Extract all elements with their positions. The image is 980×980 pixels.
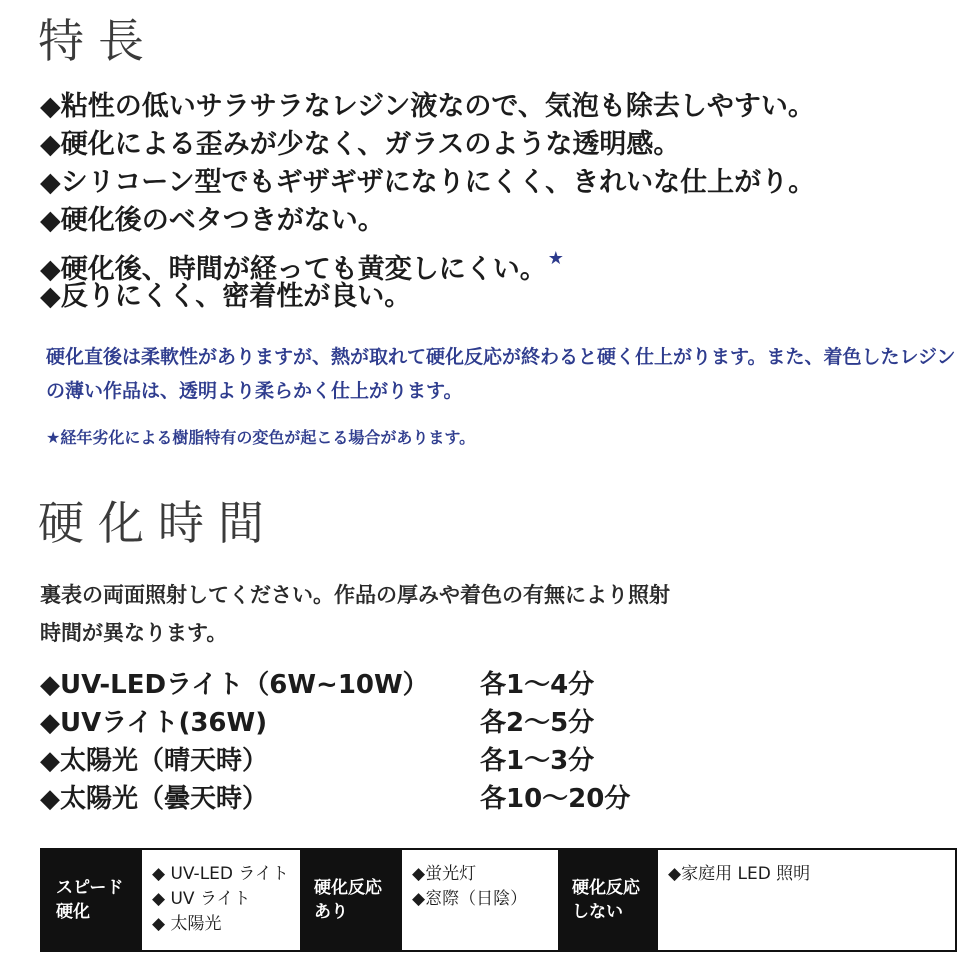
legend-item: ◆ UV-LED ライト [152,864,289,884]
feature-text: 硬化による歪みが少なく、ガラスのような透明感。 [60,129,681,160]
feature-item [40,202,815,240]
legend-item: ◆窓際（日陰） [412,889,528,909]
curing-row [40,780,630,818]
no-reaction-items [658,850,955,950]
star-icon: ★ [547,248,564,269]
legend-label-line: しない [572,902,623,922]
feature-text: ◆ [40,129,61,160]
feature-text: 反りにくく、密着性が良い。 [60,281,412,312]
feature-text: ◆ [40,205,61,236]
curing-intro-line: 時間が異なります。 [40,621,228,645]
curing-intro [40,576,900,652]
feature-text: ◆ [40,254,61,285]
curing-row [40,704,630,742]
legend-label-line: 硬化反応 [572,878,640,898]
legend-item: ◆家庭用 LED 照明 [668,864,811,884]
feature-item [40,126,815,164]
curing-duration: 各1～3分 [480,746,595,776]
curing-light-source: ◆UV-LEDライト（6W~10W） [40,670,429,700]
curing-row [40,742,630,780]
features-list [40,88,815,316]
curing-legend-table [40,848,957,952]
feature-item [40,164,815,202]
feature-text: 硬化後、時間が経っても黄変しにくい。 [60,254,547,285]
feature-item [40,240,815,285]
feature-text: 粘性の低いサラサラなレジン液なので、気泡も除去しやすい。 [60,91,815,122]
curing-times [40,666,630,818]
legend-label-line: スピード [56,878,124,898]
curing-intro-line: 裏表の両面照射してください。作品の厚みや着色の有無により照射 [40,583,670,607]
feature-text: シリコーン型でもギザギザになりにくく、きれいな仕上がり。 [60,167,816,198]
feature-item [40,88,815,126]
curing-duration: 各1～4分 [480,670,595,700]
curing-duration: 各2～5分 [480,708,595,738]
speed-cure-items [142,850,300,950]
reaction-label [300,850,402,950]
legend-label-line: 硬化反応 [314,878,382,898]
curing-light-source: ◆UVライト(36W) [40,708,268,738]
reaction-items [402,850,558,950]
no-reaction-label [558,850,658,950]
legend-item: ◆ UV ライト [152,889,251,909]
curing-note: 硬化直後は柔軟性がありますが、熱が取れて硬化反応が終わると硬く仕上がります。また、着色したレジンの薄い作品は、透明より柔らかく仕上がります。 [46,346,956,402]
feature-text: ◆ [40,167,61,198]
legend-label-line: あり [314,902,348,922]
feature-text: ◆ [40,281,61,312]
curing-light-source: ◆太陽光（晴天時） [40,746,268,776]
speed-cure-label [42,850,142,950]
curing-row [40,666,630,704]
feature-text: ◆ [40,91,61,122]
feature-text: 硬化後のベタつきがない。 [60,205,385,236]
curing-heading: 硬化時間 [38,496,278,550]
features-heading: 特長 [38,14,158,68]
curing-duration: 各10～20分 [480,784,631,814]
footnote: ★経年劣化による樹脂特有の変色が起こる場合があります。 [46,428,476,447]
legend-label-line: 硬化 [56,902,90,922]
legend-item: ◆蛍光灯 [412,864,477,884]
curing-light-source: ◆太陽光（曇天時） [40,784,268,814]
legend-item: ◆ 太陽光 [152,914,222,934]
